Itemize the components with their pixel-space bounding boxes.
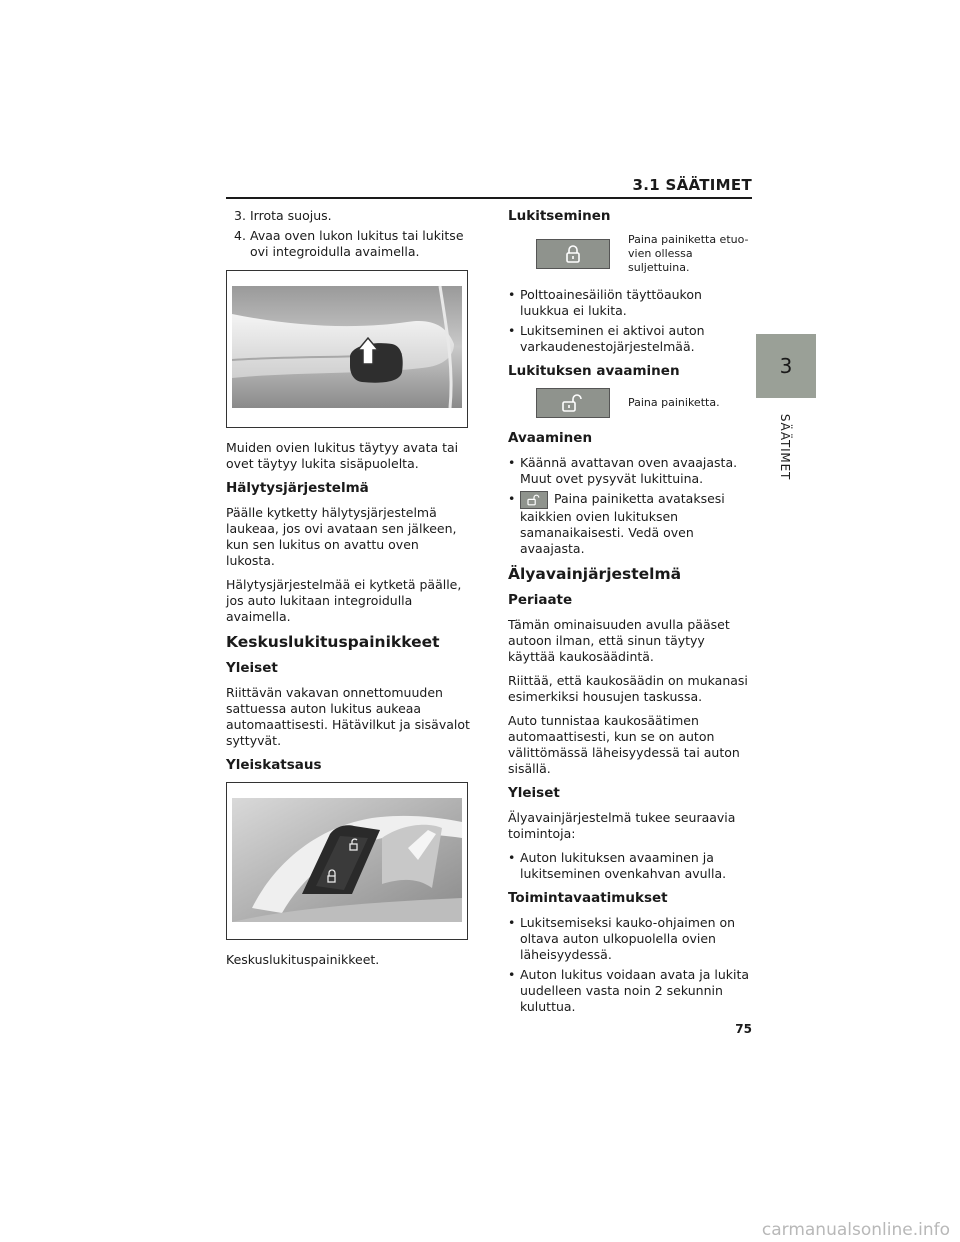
step-item — [226, 208, 470, 224]
unlock-icon — [561, 393, 585, 413]
lock-button-row — [536, 233, 752, 275]
header-rule — [226, 197, 752, 199]
heading-central-locking: Keskuslukituspainikkeet — [226, 633, 440, 651]
section-header: 3.1 SÄÄTIMET — [632, 176, 752, 194]
paragraph: Muiden ovien lukitus täytyy avata tai ovet täytyy lukita sisäpuolelta. — [226, 440, 459, 471]
heading-requirements: Toimintavaatimukset — [508, 890, 668, 906]
paragraph: Riittävän vakavan onnettomuuden sattuessa auton lukitus aukeaa automaattisesti. Hätävilkut ja sisävalot syttyvät. — [226, 685, 470, 748]
heading-locking: Lukitseminen — [508, 208, 611, 224]
heading-smart-key: Älyavainjärjestelmä — [508, 565, 682, 583]
unlock-button-row — [536, 388, 752, 418]
general-bullet-list — [508, 850, 752, 882]
step-number: 4. — [234, 228, 246, 243]
lock-bullet-list — [508, 287, 752, 355]
watermark: carmanualsonline.info — [761, 1220, 950, 1240]
inline-unlock-button — [520, 491, 548, 509]
paragraph: Auto tunnistaa kaukosäätimen automaattisesti, kun se on auton välittömässä läheisyydessä tai auton sisällä. — [508, 713, 740, 776]
unlock-button[interactable] — [536, 388, 610, 418]
opening-bullet-list — [508, 455, 752, 557]
lock-button-caption: Paina painiketta etuo- vien ollessa suljettuina. — [628, 233, 749, 274]
page-number: 75 — [735, 1022, 752, 1036]
list-item-text: Paina painiketta avataksesi kaikkien ovien lukituksen samanaikaisesti. Vedä oven avaajasta. — [520, 491, 725, 556]
paragraph: Riittää, että kaukosäädin on mukanasi esimerkiksi housujen taskussa. — [508, 673, 748, 704]
list-item: • Auton lukituksen avaaminen ja lukitseminen ovenkahvan avulla. — [508, 850, 752, 882]
unlock-icon — [526, 494, 542, 506]
heading-principle: Periaate — [508, 592, 573, 608]
chapter-label — [755, 410, 815, 484]
requirements-bullet-list — [508, 915, 752, 1015]
lock-icon — [563, 244, 583, 264]
step-item — [226, 228, 470, 260]
heading-alarm: Hälytysjärjestelmä — [226, 480, 369, 496]
figure-caption: Keskuslukituspainikkeet. — [226, 952, 380, 967]
list-item: • Polttoainesäiliön täyttöaukon luukkua ei lukita. — [508, 287, 752, 319]
list-item: • Lukitsemiseksi kauko-ohjaimen on oltava auton ulkopuolella ovien läheisyydessä. — [508, 915, 752, 963]
list-item: • Käännä avattavan oven avaajasta. Muut ovet pysyvät lukittuina. — [508, 455, 752, 487]
heading-general: Yleiset — [226, 660, 278, 676]
heading-general: Yleiset — [508, 785, 560, 801]
step-list — [226, 208, 470, 260]
step-number: 3. — [234, 208, 246, 223]
door-handle-illustration — [232, 286, 462, 408]
heading-unlocking: Lukituksen avaaminen — [508, 363, 680, 379]
list-item: • Lukitseminen ei aktivoi auton varkaudenestojärjestelmää. — [508, 323, 752, 355]
paragraph: Päälle kytketty hälytysjärjestelmä laukeaa, jos ovi avataan sen jälkeen, kun sen lukitus on avattu oven lukosta. — [226, 505, 457, 568]
list-item: • Auton lukitus voidaan avata ja lukita uudelleen vasta noin 2 sekunnin kuluttua. — [508, 967, 752, 1015]
paragraph: Tämän ominaisuuden avulla pääset autoon ilman, että sinun täytyy käyttää kaukosäädintä. — [508, 617, 730, 664]
right-column — [508, 208, 752, 1023]
list-item — [508, 491, 752, 557]
heading-overview: Yleiskatsaus — [226, 757, 322, 773]
step-text: Avaa oven lukon lukitus tai lukitse ovi integroidulla avaimella. — [250, 228, 464, 259]
unlock-button-caption: Paina painiketta. — [628, 396, 720, 409]
chapter-tab: 3 — [756, 334, 816, 398]
paragraph: Hälytysjärjestelmää ei kytketä päälle, jos auto lukitaan integroidulla avaimella. — [226, 577, 462, 624]
chapter-label-text: SÄÄTIMET — [778, 413, 793, 481]
lock-button[interactable] — [536, 239, 610, 269]
central-lock-illustration — [232, 798, 462, 922]
central-lock-figure — [226, 782, 468, 940]
paragraph: Älyavainjärjestelmä tukee seuraavia toimintoja: — [508, 810, 736, 841]
door-handle-figure — [226, 270, 468, 428]
left-column — [226, 208, 470, 976]
step-text: Irrota suojus. — [250, 208, 332, 223]
heading-opening: Avaaminen — [508, 430, 593, 446]
